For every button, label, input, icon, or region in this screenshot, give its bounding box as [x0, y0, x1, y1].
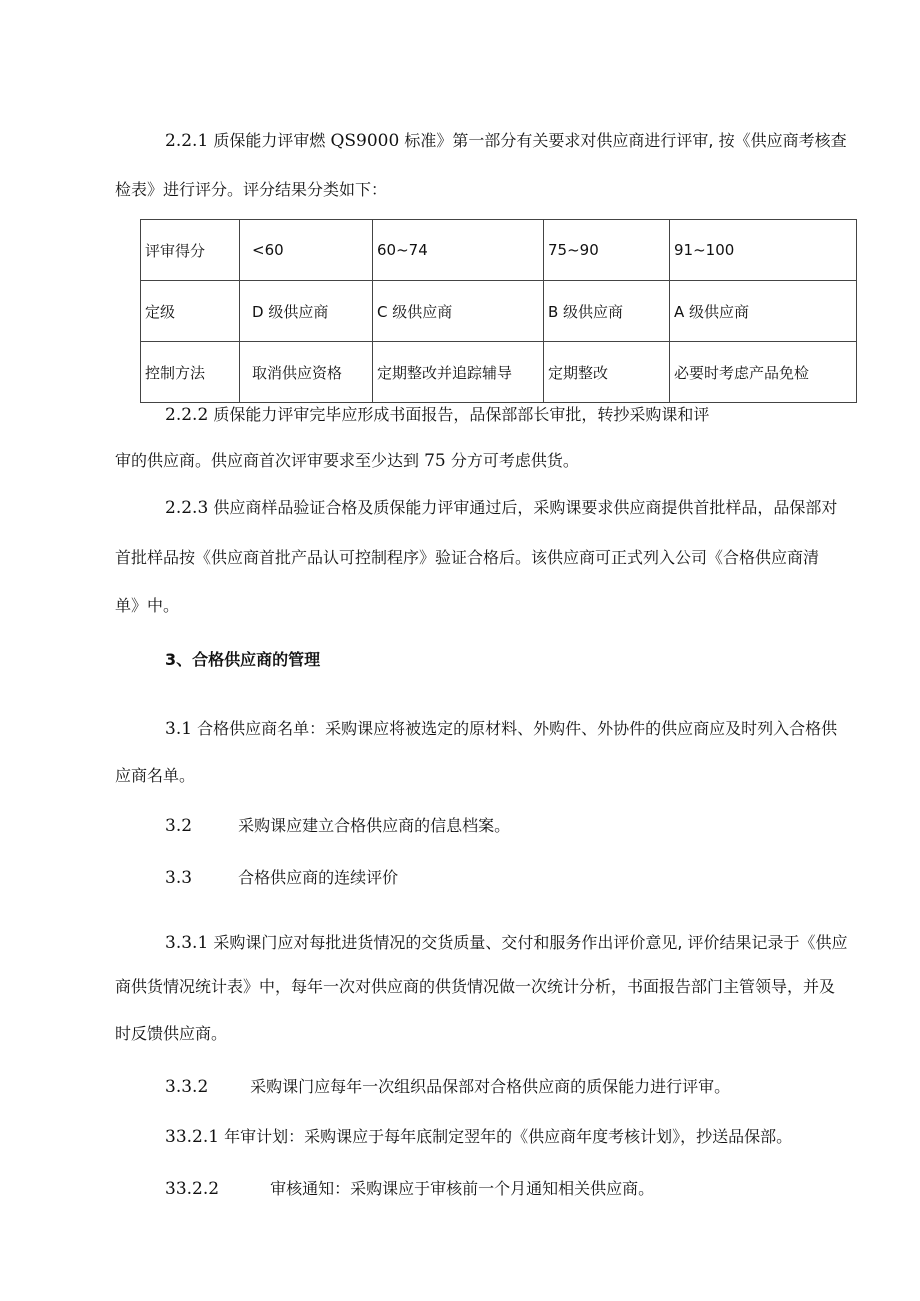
paragraph-3-1-line-2: 应商名单。: [115, 766, 196, 785]
paragraph-2-2-3-line-2: 首批样品按《供应商首批产品认可控制程序》验证合格后。该供应商可正式列入公司《合格供应商清: [115, 548, 820, 567]
paragraph-3-1-line-1: [165, 719, 837, 739]
paragraph-text: 合格供应商名单：采购课应将被选定的原材料、外购件、外协件的供应商应及时列入合格供: [197, 719, 838, 738]
table-cell: 91~100: [670, 220, 857, 281]
paragraph-2-2-3-line-3: 单》中。: [115, 596, 180, 615]
paragraph-2-2-2-line-2: [115, 451, 579, 471]
paragraph-text: 合格供应商的连续评价: [238, 868, 399, 887]
paragraph-3-2: [165, 816, 510, 836]
section-heading: 3、合格供应商的管理: [165, 650, 321, 669]
paragraph-2-2-1-line-2: 检表》进行评分。评分结果分类如下：: [115, 180, 388, 199]
section-number: 3.3.1: [165, 933, 209, 953]
paragraph-2-2-1-line-1: [165, 131, 847, 151]
paragraph-text: 年审计划：采购课应于每年底制定翌年的《供应商年度考核计划》，抄送品保部。: [224, 1127, 793, 1146]
table-row: [141, 220, 857, 281]
table-cell: 定级: [141, 281, 240, 342]
section-number: 2.2.1: [165, 131, 209, 151]
paragraph-3-3-1-line-1: [165, 933, 848, 953]
paragraph-3-3-2: [165, 1077, 730, 1097]
table-cell: B 级供应商: [544, 281, 670, 342]
paragraph-text: 采购课应建立合格供应商的信息档案。: [238, 816, 511, 835]
paragraph-2-2-3-line-1: [165, 498, 837, 518]
paragraph-text: 审的供应商。供应商首次评审要求至少达到: [115, 451, 420, 470]
section-number: 33.2.1: [165, 1127, 220, 1147]
table-cell: 定期整改: [544, 342, 670, 403]
paragraph-text: 质保能力评审完毕应形成书面报告，品保部部长审批，转抄采购课和评: [213, 405, 710, 424]
section-number: 3.2: [165, 816, 193, 836]
paragraph-33-2-2: [165, 1179, 654, 1199]
table-cell: 必要时考虑产品免检: [670, 342, 857, 403]
section-number: 3.3.2: [165, 1077, 209, 1097]
paragraph-33-2-1: [165, 1127, 792, 1147]
paragraph-2-2-2-line-1: [165, 405, 709, 425]
table-row: [141, 342, 857, 403]
paragraph-3-3-1-line-3: 时反馈供应商。: [115, 1024, 228, 1043]
table-cell: <60: [240, 220, 373, 281]
table-cell: C 级供应商: [373, 281, 544, 342]
min-score: 75: [424, 451, 446, 471]
table-cell: 取消供应资格: [240, 342, 373, 403]
paragraph-text: 分方可考虑供货。: [450, 451, 579, 470]
section-number: 3.1: [165, 719, 193, 739]
paragraph-3-3: [165, 868, 398, 888]
section-number: 2.2.3: [165, 498, 209, 518]
table-cell: 定期整改并追踪辅导: [373, 342, 544, 403]
table-cell: 评审得分: [141, 220, 240, 281]
paragraph-text: 采购课门应对每批进货情况的交货质量、交付和服务作出评价意见, 评价结果记录于《供应: [213, 933, 848, 952]
score-classification-table: [140, 219, 857, 403]
standard-code: QS9000: [330, 131, 400, 151]
table-cell: D 级供应商: [240, 281, 373, 342]
table-cell: A 级供应商: [670, 281, 857, 342]
paragraph-text: 标准》第一部分有关要求对供应商进行评审, 按《供应商考核查: [404, 131, 847, 150]
paragraph-text: 供应商样品验证合格及质保能力评审通过后，采购课要求供应商提供首批样品，品保部对: [213, 498, 838, 517]
section-number: 3.3: [165, 868, 193, 888]
section-number: 33.2.2: [165, 1179, 220, 1199]
paragraph-text: 质保能力评审燃: [213, 131, 326, 150]
table-cell: 60~74: [373, 220, 544, 281]
paragraph-text: 审核通知：采购课应于审核前一个月通知相关供应商。: [270, 1179, 655, 1198]
section-number: 2.2.2: [165, 405, 209, 425]
paragraph-3-3-1-line-2: 商供货情况统计表》中，每年一次对供应商的供货情况做一次统计分析，书面报告部门主管领导，并及: [115, 977, 836, 996]
paragraph-text: 采购课门应每年一次组织品保部对合格供应商的质保能力进行评审。: [250, 1077, 731, 1096]
table-cell: 控制方法: [141, 342, 240, 403]
table-row: [141, 281, 857, 342]
table-cell: 75~90: [544, 220, 670, 281]
